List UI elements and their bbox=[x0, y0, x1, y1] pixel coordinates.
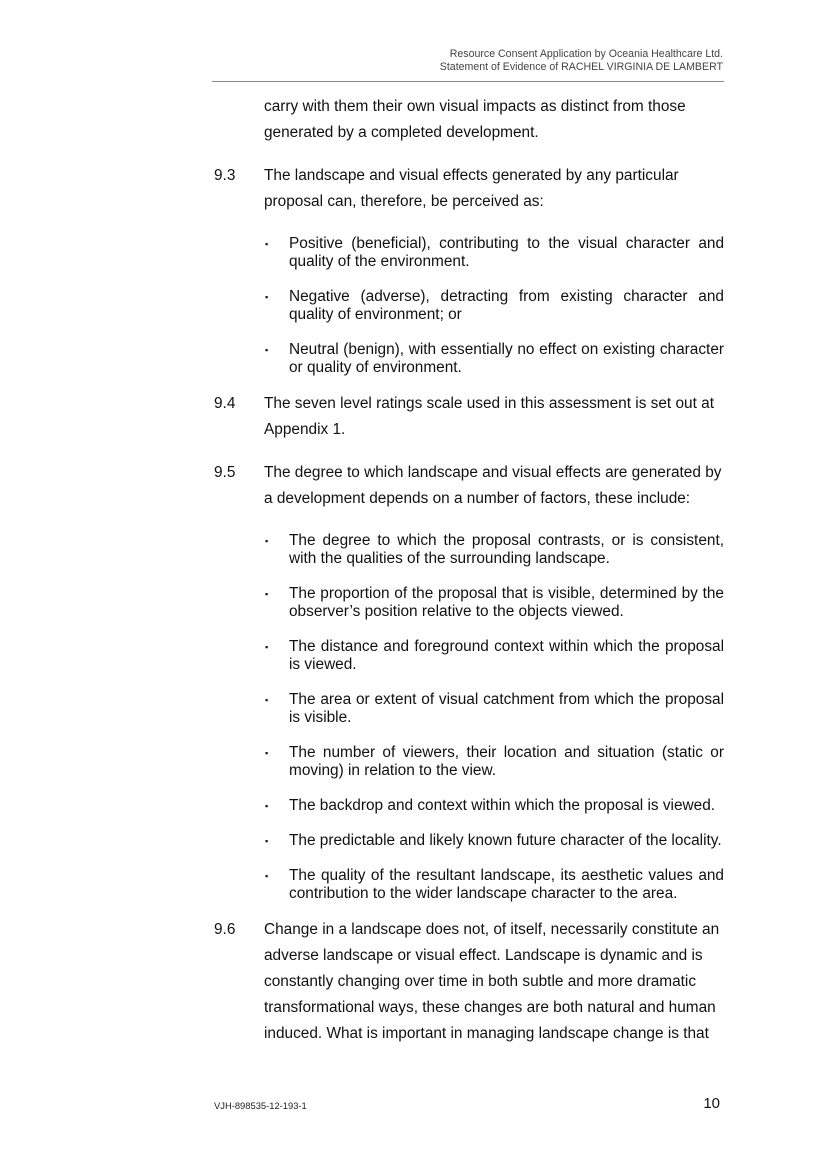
header-line-2: Statement of Evidence of RACHEL VIRGINIA DE LAMBERT bbox=[439, 61, 723, 73]
list-item bbox=[264, 341, 724, 377]
paragraph-9-4 bbox=[214, 391, 724, 443]
list-item-text: Neutral (benign), with essentially no effect on existing character or quality of environment. bbox=[289, 341, 724, 376]
document-body bbox=[214, 94, 724, 1047]
list-item bbox=[264, 832, 724, 850]
list-item bbox=[264, 235, 724, 271]
list-item bbox=[264, 532, 724, 568]
bullet-icon: ▪ bbox=[265, 801, 269, 811]
bullet-icon: ▪ bbox=[265, 239, 269, 249]
list-item-text: The area or extent of visual catchment from which the proposal is visible. bbox=[289, 691, 724, 726]
list-item bbox=[264, 638, 724, 674]
page-header bbox=[440, 48, 723, 74]
paragraph-number: 9.6 bbox=[214, 921, 236, 938]
paragraph-9-6 bbox=[214, 917, 724, 1047]
list-item bbox=[264, 744, 724, 780]
bullet-icon: ▪ bbox=[265, 536, 269, 546]
continuation-paragraph bbox=[214, 94, 724, 146]
list-item-text: The degree to which the proposal contrasts, or is consistent, with the qualities of the surrounding landscape. bbox=[289, 532, 724, 567]
list-item-text: Positive (beneficial), contributing to the visual character and quality of the environment. bbox=[289, 235, 724, 270]
list-item-text: The distance and foreground context within which the proposal is viewed. bbox=[289, 638, 724, 673]
list-item-text: The proportion of the proposal that is visible, determined by the observer’s position relative to the objects viewed. bbox=[289, 585, 724, 620]
paragraph-text: The landscape and visual effects generated by any particular proposal can, therefore, be perceived as: bbox=[264, 167, 679, 210]
bullet-icon: ▪ bbox=[265, 695, 269, 705]
list-item-text: The quality of the resultant landscape, its aesthetic values and contribution to the wider landscape character to the area. bbox=[289, 867, 724, 902]
paragraph-text: carry with them their own visual impacts as distinct from those generated by a completed development. bbox=[264, 98, 686, 141]
paragraph-number: 9.4 bbox=[214, 395, 236, 412]
paragraph-text: The seven level ratings scale used in this assessment is set out at Appendix 1. bbox=[264, 395, 714, 438]
list-item-text: The number of viewers, their location and situation (static or moving) in relation to the view. bbox=[289, 744, 724, 779]
bullet-icon: ▪ bbox=[265, 871, 269, 881]
header-divider bbox=[212, 81, 724, 82]
bullet-icon: ▪ bbox=[265, 345, 269, 355]
document-reference: VJH-898535-12-193-1 bbox=[214, 1100, 307, 1111]
paragraph-number: 9.3 bbox=[214, 167, 236, 184]
bullet-icon: ▪ bbox=[265, 589, 269, 599]
bullet-icon: ▪ bbox=[265, 642, 269, 652]
list-item-text: Negative (adverse), detracting from existing character and quality of environment; or bbox=[289, 288, 724, 323]
bullet-list-9-5 bbox=[264, 532, 724, 903]
paragraph-9-5 bbox=[214, 460, 724, 512]
paragraph-text: Change in a landscape does not, of itself, necessarily constitute an adverse landscape or visual effect. Landscape is dynamic and is constantly changing over time in both subtle and more dramatic transformational ways, these changes are both natural and human induced. What is important in managing landscape change is that bbox=[264, 921, 720, 1042]
paragraph-number: 9.5 bbox=[214, 464, 236, 481]
list-item-text: The backdrop and context within which the proposal is viewed. bbox=[289, 797, 716, 814]
list-item bbox=[264, 585, 724, 621]
bullet-icon: ▪ bbox=[265, 748, 269, 758]
bullet-icon: ▪ bbox=[265, 836, 269, 846]
paragraph-text: The degree to which landscape and visual effects are generated by a development depends on a number of factors, these include: bbox=[264, 464, 722, 507]
list-item bbox=[264, 867, 724, 903]
page-number: 10 bbox=[703, 1095, 720, 1112]
list-item bbox=[264, 797, 724, 815]
list-item-text: The predictable and likely known future character of the locality. bbox=[289, 832, 722, 849]
header-line-1: Resource Consent Application by Oceania Healthcare Ltd. bbox=[449, 48, 723, 60]
paragraph-9-3 bbox=[214, 163, 724, 215]
list-item bbox=[264, 288, 724, 324]
bullet-list-9-3 bbox=[264, 235, 724, 377]
list-item bbox=[264, 691, 724, 727]
bullet-icon: ▪ bbox=[265, 292, 269, 302]
